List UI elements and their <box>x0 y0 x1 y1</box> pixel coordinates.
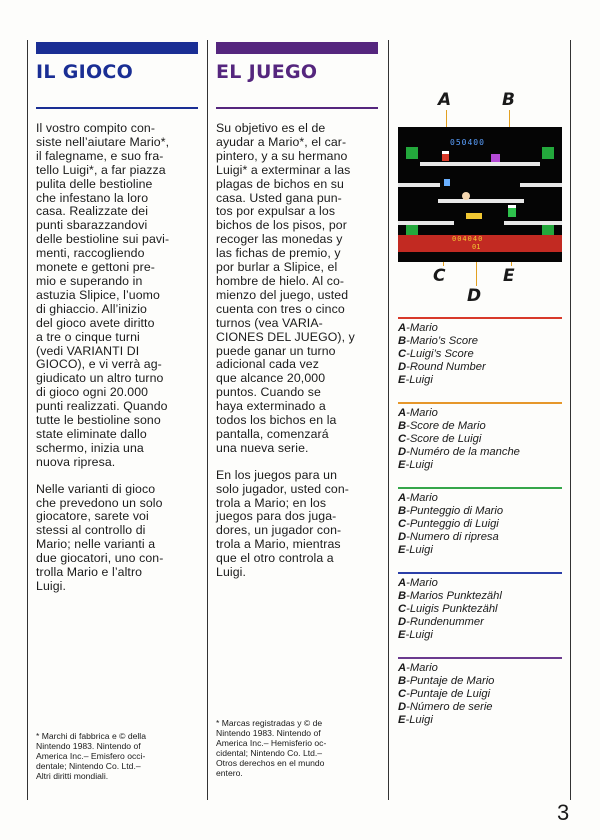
legend-french <box>398 407 562 472</box>
italian-text-line: Mario; nelle varianti a <box>36 537 156 552</box>
spanish-text-line: bichos de los pisos, por <box>216 218 347 233</box>
legend-key: B <box>398 419 407 432</box>
legend-value: Score de Mario <box>409 419 486 432</box>
italian-text-line: (vedi VARIANTI DI <box>36 343 140 358</box>
legend-value: Numero di ripresa <box>409 530 499 543</box>
spanish-text-line: CIONES DEL JUEGO), y <box>216 329 355 344</box>
spanish-paragraph-1 <box>216 122 382 456</box>
italian-text-line: trolla Mario e l’altro <box>36 565 143 580</box>
spanish-text-line: Luigi. <box>216 565 246 580</box>
legend-entry: B-Puntaje de Mario <box>398 674 495 687</box>
legend-entry: C-Luigi’s Score <box>398 347 474 360</box>
italian-footnote <box>36 731 202 781</box>
luigi-score-text: 004040 <box>452 235 484 243</box>
italian-footnote-line: Altri diritti mondiali. <box>36 771 109 781</box>
legend-key: E <box>398 713 406 726</box>
legend-entry: E-Luigi <box>398 628 433 641</box>
legend-key: E <box>398 458 406 471</box>
spanish-text-line: puntos. Cuando se <box>216 385 321 400</box>
italian-text-line: di gioco ogni 20.000 <box>36 385 149 400</box>
spanish-text-line: En los juegos para un <box>216 467 338 482</box>
legend-value: Número de serie <box>409 700 493 713</box>
legend-key: E <box>398 543 406 556</box>
legend-value: Mario’s Score <box>409 334 479 347</box>
legend-value: Mario <box>409 407 438 419</box>
mario-sprite <box>442 151 449 161</box>
italian-paragraph-1 <box>36 122 202 470</box>
legend-entry: A-Mario <box>398 662 438 674</box>
legend-key: C <box>398 687 407 700</box>
spanish-text-line: que el otro controla a <box>216 551 334 566</box>
spanish-footnote-line: Otros derechos en el mundo <box>216 758 325 768</box>
legend-key: C <box>398 517 407 530</box>
spanish-text-line: Luigi* a exterminar a las <box>216 162 351 177</box>
legend-entry: C-Punteggio di Luigi <box>398 517 499 530</box>
legend-key: C <box>398 347 407 360</box>
italian-text-line: nuova ripresa. <box>36 454 116 469</box>
callout-b: B <box>502 90 515 110</box>
spanish-title: EL JUEGO <box>216 61 318 83</box>
spanish-title-rule <box>216 107 378 109</box>
legend-key: B <box>398 504 407 517</box>
pipe-bottom-left <box>406 225 418 235</box>
legend-english <box>398 322 562 387</box>
legend-value: Luigi’s Score <box>409 347 474 360</box>
legend-rule-3 <box>398 487 562 489</box>
legend-key: E <box>398 373 406 386</box>
legend-key: E <box>398 628 406 641</box>
italian-text-line: giocatore, sarete voi <box>36 509 149 524</box>
legend-value: Luigis Punktezähl <box>409 602 498 615</box>
legend-entry: C-Score de Luigi <box>398 432 482 445</box>
pipe-bottom-right <box>542 225 554 235</box>
legend-entry: D-Numero di ripresa <box>398 530 499 543</box>
legend-value: Punteggio di Luigi <box>409 517 499 530</box>
legend-value: Punteggio di Mario <box>409 504 504 517</box>
legend-german <box>398 577 562 642</box>
spanish-body <box>216 122 382 593</box>
spanish-text-line: plagas de bichos en su <box>216 176 344 191</box>
italian-text-line: di ghiaccio. All’inizio <box>36 301 147 316</box>
italian-text-line: che infestano la loro <box>36 190 149 205</box>
coin-sprite <box>444 179 450 186</box>
legend-key: B <box>398 674 407 687</box>
spanish-footnote-line: America Inc.– Hemisferio oc- <box>216 738 327 748</box>
legend-entry: D-Round Number <box>398 360 486 373</box>
mario-score-text: 050400 <box>450 138 485 147</box>
legend-entry: E-Luigi <box>398 458 433 471</box>
spanish-footnote-line: entero. <box>216 768 243 778</box>
spanish-text-line: trola a Mario; en los <box>216 495 327 510</box>
spanish-text-line: casa. Usted gana pun- <box>216 190 342 205</box>
italian-footnote-line: * Marchi di fabbrica e © della <box>36 731 146 741</box>
legend-value: Score de Luigi <box>409 432 482 445</box>
legend-value: Puntaje de Luigi <box>409 687 491 700</box>
legend-entry: A-Mario <box>398 322 438 334</box>
spanish-text-line: tos por expulsar a los <box>216 204 336 219</box>
spanish-text-line: pintero, y a su hermano <box>216 148 348 163</box>
legend-key: D <box>398 615 407 628</box>
legend-entry: C-Puntaje de Luigi <box>398 687 491 700</box>
spanish-text-line: todos los bichos en la <box>216 413 337 428</box>
italian-text-line: mio e superando in <box>36 273 143 288</box>
italian-footnote-line: dentale; Nintendo Co. Ltd.– <box>36 761 141 771</box>
legend-value: Luigi <box>409 373 433 386</box>
spanish-text-line: cuenta con tres o cinco <box>216 301 345 316</box>
legend-value: Luigi <box>409 628 433 641</box>
legend-entry: B-Marios Punktezähl <box>398 589 502 602</box>
italian-text-line: giudicato un altro turno <box>36 371 164 386</box>
legend-entry: E-Luigi <box>398 713 433 726</box>
spanish-text-line: una nueva serie. <box>216 440 309 455</box>
legend-rule-2 <box>398 402 562 404</box>
italian-text-line: siste nell’aiutare Mario*, <box>36 134 170 149</box>
legend-entry: E-Luigi <box>398 373 433 386</box>
callout-c: C <box>433 266 446 286</box>
italian-text-line: schermo, inizia una <box>36 440 144 455</box>
legend-key: A <box>398 322 407 334</box>
legend-key: C <box>398 602 407 615</box>
legend-key: B <box>398 589 407 602</box>
column-divider-right <box>388 40 389 800</box>
round-number-text: 01 <box>472 243 481 251</box>
spanish-text-line: dores, un jugador con- <box>216 523 342 538</box>
callout-a: A <box>438 90 452 110</box>
spanish-text-line: solo jugador, usted con- <box>216 481 349 496</box>
italian-title-rule <box>36 107 198 109</box>
spanish-footnote-line: cidental; Nintendo Co. Ltd.– <box>216 748 323 758</box>
bonus-sprite <box>462 192 470 200</box>
spanish-text-line: turnos (vea VARIA- <box>216 315 323 330</box>
platform-center <box>438 199 524 203</box>
pow-block <box>466 213 482 219</box>
italian-text-line: Luigi. <box>36 579 66 593</box>
legend-value: Luigi <box>409 713 433 726</box>
column-divider-middle <box>207 40 208 800</box>
legend-key: A <box>398 577 407 589</box>
legend-key: A <box>398 407 407 419</box>
legend-entry: A-Mario <box>398 407 438 419</box>
pipe-top-left <box>406 147 418 159</box>
platform-top <box>420 162 540 166</box>
italian-text-line: pulita delle bestioline <box>36 176 153 191</box>
italian-text-line: punti sbarazzandovi <box>36 218 148 233</box>
legend-key: D <box>398 530 407 543</box>
italian-text-line: Nelle varianti di gioco <box>36 481 156 496</box>
italian-text-line: GIOCO), e vi verrà ag- <box>36 357 162 372</box>
legend-entry: D-Rundenummer <box>398 615 484 628</box>
italian-text-line: punti realizzati. Quando <box>36 399 168 414</box>
legend-rule-1 <box>398 317 562 319</box>
column-divider-left <box>27 40 28 800</box>
italian-text-line: il falegname, e suo fra- <box>36 148 164 163</box>
legend-entry: D-Numéro de la manche <box>398 445 520 458</box>
callout-e: E <box>503 266 515 286</box>
italian-text-line: tello Luigi*, a far piazza <box>36 162 166 177</box>
spanish-color-bar <box>216 42 378 54</box>
spanish-text-line: mienzo del juego, usted <box>216 287 349 302</box>
spanish-text-line: juegos para dos juga- <box>216 509 337 524</box>
legend-value: Mario <box>409 577 438 589</box>
italian-text-line: delle bestioline sui pavi- <box>36 232 170 247</box>
legend-rule-5 <box>398 657 562 659</box>
legend-entry: B-Punteggio di Mario <box>398 504 504 517</box>
spanish-text-line: ayudar a Mario*, el car- <box>216 134 347 149</box>
italian-text-line: casa. Realizzate dei <box>36 204 149 219</box>
italian-text-line: del gioco avete diritto <box>36 315 155 330</box>
spanish-text-line: por burlar a Slipice, el <box>216 260 338 275</box>
italian-text-line: monete e gettoni pre- <box>36 260 155 275</box>
italian-color-bar <box>36 42 198 54</box>
italian-paragraph-2 <box>36 483 202 594</box>
legend-entry: B-Score de Mario <box>398 419 486 432</box>
legend-entry: E-Luigi <box>398 543 433 556</box>
legend-value: Mario <box>409 322 438 334</box>
spanish-text-line: hombre de hielo. Al co- <box>216 273 345 288</box>
spanish-text-line: Su objetivo es el de <box>216 121 326 135</box>
italian-text-line: stessi al controllo di <box>36 523 146 538</box>
legend-italian <box>398 492 562 557</box>
spanish-text-line: adicional cada vez <box>216 357 319 372</box>
italian-text-line: menti, raccogliendo <box>36 246 145 261</box>
spanish-footnote-line: * Marcas registradas y © de <box>216 718 323 728</box>
italian-text-line: a tre o cinque turni <box>36 329 140 344</box>
legend-key: D <box>398 360 407 373</box>
italian-text-line: Il vostro compito con- <box>36 121 156 135</box>
legend-key: B <box>398 334 407 347</box>
legend-value: Mario <box>409 492 438 504</box>
italian-title: IL GIOCO <box>36 61 134 83</box>
page-number: 3 <box>557 800 570 825</box>
legend-value: Numéro de la manche <box>409 445 520 458</box>
spanish-footnote-line: Nintendo 1983. Nintendo of <box>216 728 321 738</box>
italian-text-line: che prevedono un solo <box>36 495 163 510</box>
luigi-sprite <box>508 205 516 217</box>
legend-value: Round Number <box>409 360 486 373</box>
platform-middle-left <box>398 183 440 187</box>
italian-body <box>36 122 202 607</box>
legend-value: Luigi <box>409 458 433 471</box>
legend-entry: A-Mario <box>398 577 438 589</box>
legend-value: Rundenummer <box>409 615 484 628</box>
enemy-sprite <box>491 154 500 162</box>
spanish-text-line: recoger las monedas y <box>216 232 343 247</box>
spanish-text-line: que alcance 20,000 <box>216 371 326 386</box>
spanish-text-line: puede ganar un turno <box>216 343 336 358</box>
spanish-text-line: las fichas de premio, y <box>216 246 341 261</box>
legend-key: D <box>398 445 407 458</box>
legend-rule-4 <box>398 572 562 574</box>
legend-key: A <box>398 662 407 674</box>
spanish-paragraph-2 <box>216 469 382 580</box>
legend-spanish <box>398 662 562 727</box>
spanish-footnote <box>216 718 382 778</box>
italian-footnote-line: Nintendo 1983. Nintendo of <box>36 741 141 751</box>
italian-text-line: tutte le bestioline sono <box>36 413 161 428</box>
legend-value: Luigi <box>409 543 433 556</box>
column-divider-far-right <box>570 40 571 800</box>
legend-key: C <box>398 432 407 445</box>
legend-value: Marios Punktezähl <box>409 589 502 602</box>
legend-entry: B-Mario’s Score <box>398 334 479 347</box>
italian-footnote-line: America Inc.– Emisfero occi- <box>36 751 146 761</box>
legend-value: Puntaje de Mario <box>409 674 495 687</box>
platform-middle-right <box>520 183 562 187</box>
legend-entry: A-Mario <box>398 492 438 504</box>
legend-key: A <box>398 492 407 504</box>
italian-text-line: state eliminate dallo <box>36 426 147 441</box>
game-screenshot <box>398 127 562 262</box>
spanish-text-line: trola a Mario, mientras <box>216 537 341 552</box>
italian-text-line: astuzia Slipice, l’uomo <box>36 287 160 302</box>
legend-value: Mario <box>409 662 438 674</box>
legend-entry: D-Número de serie <box>398 700 493 713</box>
callout-d: D <box>467 286 482 306</box>
italian-text-line: due giocatori, uno con- <box>36 551 164 566</box>
pipe-top-right <box>542 147 554 159</box>
legend-entry: C-Luigis Punktezähl <box>398 602 498 615</box>
spanish-text-line: haya exterminado a <box>216 399 326 414</box>
legend-key: D <box>398 700 407 713</box>
spanish-text-line: pantalla, comenzará <box>216 426 329 441</box>
